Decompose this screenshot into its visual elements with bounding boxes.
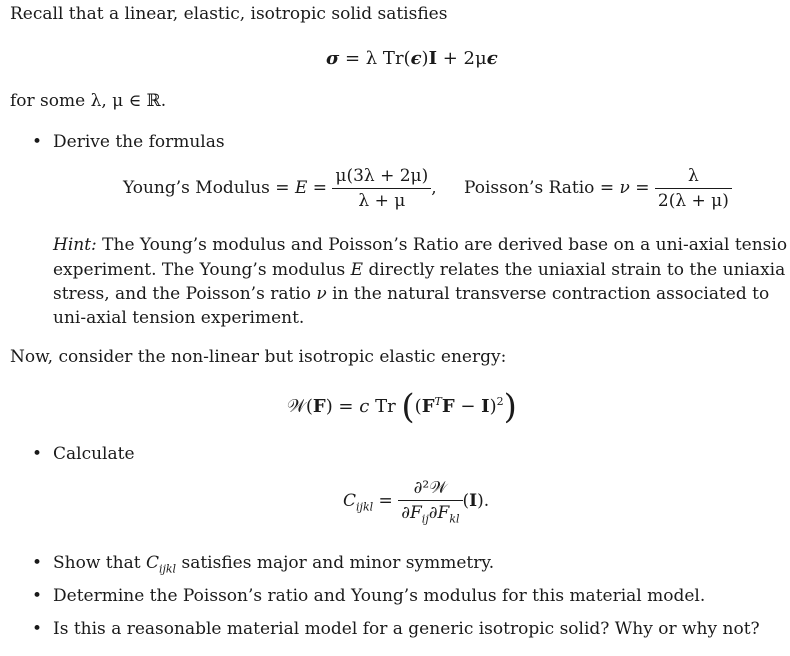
hint-text-3b: in the natural transverse contraction associated to — [326, 284, 770, 304]
bullet-dot: • — [32, 586, 43, 606]
energy-F: F — [312, 396, 326, 417]
bullet-dot: • — [32, 132, 43, 152]
cijkl-arg-I: I — [469, 491, 478, 512]
energy-I: I — [481, 396, 490, 417]
cijkl-arg-open: ( — [462, 491, 470, 512]
poisson-fraction — [655, 166, 732, 211]
hint-nu: ν — [316, 284, 327, 304]
poisson-label: Poisson’s Ratio = — [464, 178, 620, 198]
energy-T: T — [434, 395, 442, 408]
cijkl-equation — [343, 478, 489, 525]
intro-text: Recall that a linear, elastic, isotropic solid satisfies — [10, 4, 448, 24]
eq1-part-c: + 2μ — [437, 48, 487, 69]
den-sub1: ij — [421, 512, 429, 526]
energy-rp-eq: ) = — [325, 396, 360, 417]
for-some-text: for some λ, μ ∈ ℝ. — [10, 91, 167, 111]
sigma-symbol: σ — [326, 48, 340, 69]
cijkl-sub: ijkl — [356, 500, 374, 514]
sym-a: Show that — [53, 553, 146, 573]
bullet-derive: Derive the formulas — [53, 132, 225, 152]
poisson-denominator: 2(λ + μ) — [657, 191, 729, 211]
energy-inner-close: ) — [489, 396, 497, 417]
energy-lp: ( — [305, 396, 313, 417]
energy-FT: F — [421, 396, 435, 417]
poisson-numerator: λ — [655, 166, 732, 189]
now-text: Now, consider the non-linear but isotropic elastic energy: — [10, 347, 507, 367]
bullet-dot: • — [32, 619, 43, 639]
cijkl-numerator: ∂²𝒲 — [398, 478, 462, 501]
young-modulus-formula — [123, 166, 437, 211]
hint-line-1 — [53, 235, 787, 255]
eq1-part-b: ) — [421, 48, 429, 69]
den-sub2: kl — [449, 512, 460, 526]
hint-line-4: uni-axial tension experiment. — [53, 308, 305, 328]
cijkl-fraction — [398, 478, 462, 525]
energy-big-open: ( — [401, 387, 415, 427]
poisson-ratio-formula — [464, 166, 732, 211]
energy-sq: 2 — [496, 395, 504, 408]
epsilon-symbol: ϵ — [410, 48, 422, 69]
young-E: E — [294, 178, 308, 198]
energy-big-close: ) — [503, 387, 517, 427]
energy-F2: F — [441, 396, 455, 417]
energy-c: c — [359, 396, 370, 417]
bullet-symmetry — [53, 553, 494, 575]
energy-W: 𝒲 — [287, 396, 306, 417]
young-eq: = — [307, 178, 333, 198]
bullet-calculate: Calculate — [53, 444, 135, 464]
hint-label: Hint: — [53, 235, 97, 255]
hint-text-2a: experiment. The Young’s modulus — [53, 260, 351, 280]
linear-elastic-equation — [326, 48, 498, 69]
energy-inner-open: ( — [414, 396, 422, 417]
den-b: ∂F — [428, 503, 450, 523]
young-label: Young’s Modulus = — [123, 178, 295, 198]
bullet-reasonable: Is this a reasonable material model for a generic isotropic solid? Why or why not? — [53, 619, 760, 639]
cijkl-denominator — [398, 501, 462, 525]
poisson-eq: = — [629, 178, 655, 198]
bullet-dot: • — [32, 553, 43, 573]
hint-E: E — [350, 260, 364, 280]
den-a: ∂F — [401, 503, 422, 523]
sym-C: C — [145, 553, 159, 573]
hint-line-3 — [53, 284, 769, 304]
young-denominator: λ + μ — [358, 191, 406, 211]
young-comma: , — [431, 178, 437, 198]
energy-equation — [287, 387, 517, 427]
hint-text-1: The Young’s modulus and Poisson’s Ratio are derived base on a uni-axial tensio — [96, 235, 788, 255]
hint-text-2b: directly relates the uniaxial strain to the uniaxia — [363, 260, 786, 280]
sym-b: satisfies major and minor symmetry. — [176, 553, 495, 573]
epsilon-symbol-2: ϵ — [486, 48, 498, 69]
hint-line-2 — [53, 260, 785, 280]
poisson-nu: ν — [619, 178, 630, 198]
eq1-part-a: = λ Tr( — [339, 48, 411, 69]
bullet-dot: • — [32, 444, 43, 464]
young-numerator: μ(3λ + 2μ) — [332, 166, 431, 189]
sym-sub: ijkl — [158, 562, 177, 576]
cijkl-arg-close: ). — [477, 491, 490, 512]
young-fraction — [332, 166, 431, 211]
identity-symbol: I — [428, 48, 437, 69]
cijkl-eq: = — [373, 491, 399, 512]
energy-minus: − — [454, 396, 482, 417]
hint-text-3a: stress, and the Poisson’s ratio — [53, 284, 317, 304]
cijkl-C: C — [343, 491, 357, 512]
energy-tr: Tr — [369, 396, 402, 417]
bullet-determine: Determine the Poisson’s ratio and Young’s modulus for this material model. — [53, 586, 706, 606]
